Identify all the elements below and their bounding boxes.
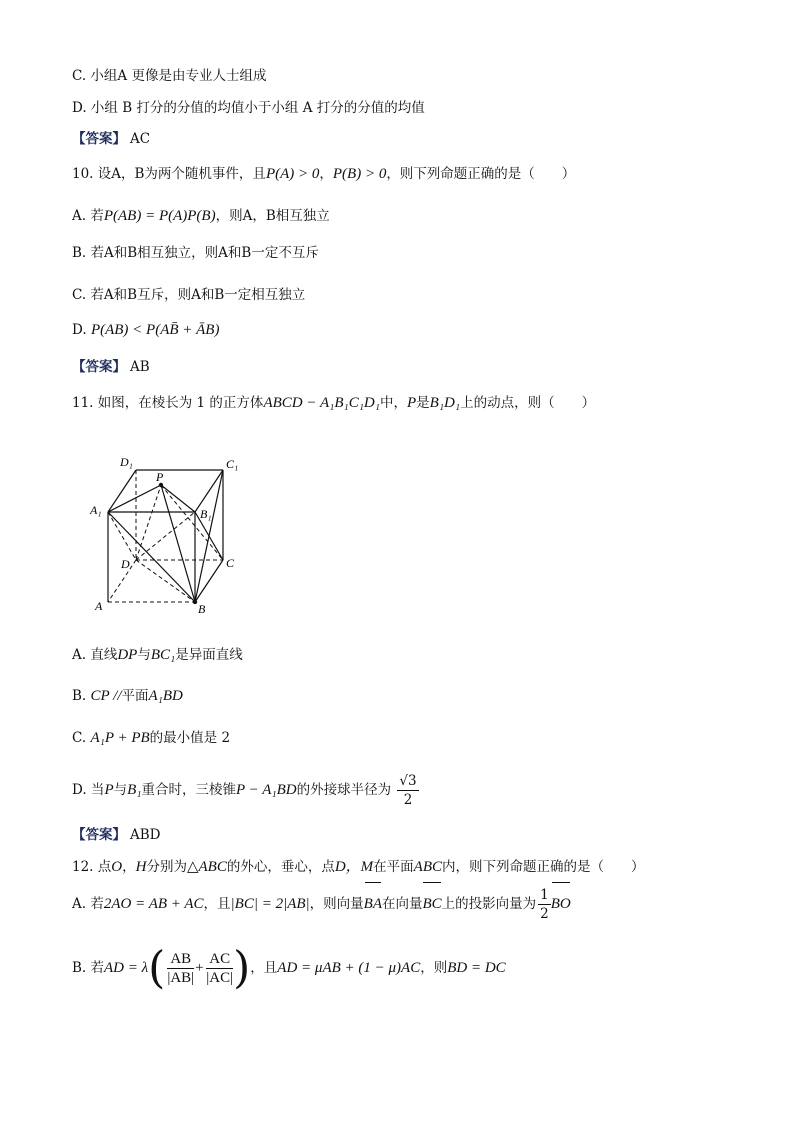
fraction: $\frac{AB}{|AB|}$ [167,951,195,986]
q9-option-d: D. 小组 B 打分的分值的均值小于小组 A 打分的分值的均值 [72,100,425,116]
label-A: A [95,599,103,613]
label-C1: C₁ [226,457,239,471]
answer-tag: 【答案】 [72,359,126,375]
label-B: B [198,602,206,616]
label-D: D [121,557,130,571]
answer-value: ABD [130,827,161,843]
q10-option-d: D. P(AB) < P(AB̄ + ĀB) [72,322,220,338]
cube-diagram [88,455,248,620]
q11-option-b: B. CP //平面A₁BD [72,688,183,704]
q10-option-a: A. 若P(AB) = P(A)P(B)，则A，B相互独立 [72,208,330,224]
q10-stem: 10. 设A，B为两个随机事件，且P(A) > 0，P(B) > 0，则下列命题正确的是（ ） [72,166,576,182]
answer-value: AC [130,131,151,147]
answer-tag: 【答案】 [72,827,126,843]
answer-tag: 【答案】 [72,131,126,147]
q10-option-b: B. 若A和B相互独立，则A和B一定不互斥 [72,245,319,261]
q10-option-c: C. 若A和B互斥，则A和B一定相互独立 [72,287,306,303]
q10-answer [72,357,150,377]
q11-stem: 11. 如图，在棱长为 1 的正方体ABCD − A₁B₁C₁D₁中，P是B₁D₁上的动点，则（ ） [72,395,596,411]
cube-figure [88,455,248,620]
label-P: P [156,470,164,484]
q11-option-c: C. A₁P + PB的最小值是 2 [72,730,231,746]
answer-value: AB [130,359,150,375]
q11-answer [72,825,161,845]
q9-answer [72,129,150,149]
q11-option-d: D. 当P与B₁重合时，三棱锥P − A₁BD的外接球半径为 $\frac{√3}{2}$ [72,773,417,808]
fraction: $\frac{AC}{|AC|}$ [206,951,234,986]
q12-option-a: A. 若2AO = AB + AC，且|BC| = 2|AB|，则向量BA在向量BC上的投影向量为 $\frac{1}{2}$ BO [72,884,571,924]
label-D1: D₁ [120,455,133,469]
q12-option-b: B. 若AD = λ( $\frac{AB}{|AB|}$ + $\frac{AC}{|AC|}$ )，且AD = μAB + (1 − μ)AC，则BD = DC [72,942,506,994]
label-A1: A₁ [90,503,102,517]
fraction: $\frac{√3}{2}$ [399,773,417,808]
fraction: $\frac{1}{2}$ [540,887,549,922]
q9-option-c: C. 小组A 更像是由专业人士组成 [72,68,267,84]
label-B1: B₁ [200,507,212,521]
q12-stem: 12. 点O，H分别为△ABC的外心，垂心，点D，M在平面ABC内，则下列命题正确的是（ ） [72,859,645,875]
label-C: C [226,556,235,570]
q11-option-a: A. 直线DP与BC₁是异面直线 [72,647,243,663]
